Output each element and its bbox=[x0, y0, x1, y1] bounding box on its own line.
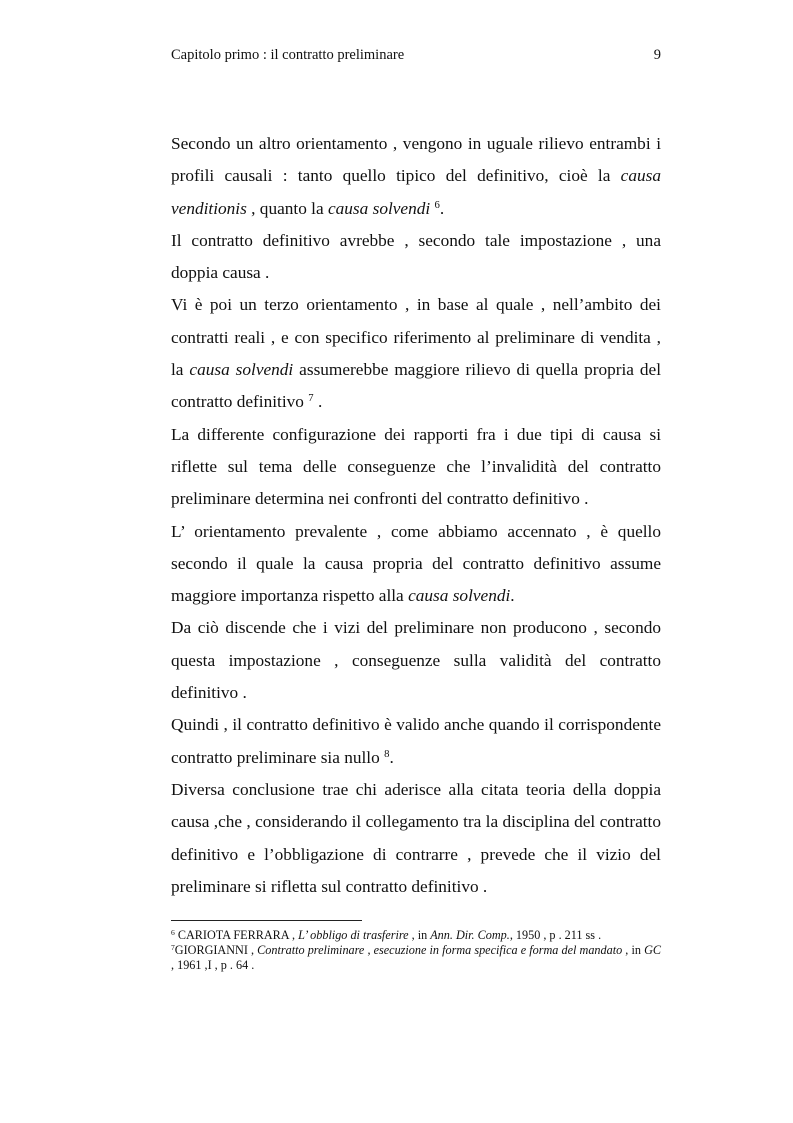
text-run: assumerebbe maggiore rilievo di quella propria del contratto definitivo bbox=[171, 360, 662, 412]
text-run: , quanto la bbox=[246, 198, 328, 218]
footnote-ref: 6 bbox=[434, 198, 440, 211]
footnote-6 bbox=[171, 928, 661, 943]
paragraph-8: Diversa conclusione trae chi aderisce alla citata teoria della doppia causa ,che , considerando il collegamento tra la disciplina del contratto definitivo e l’obbligazione di contrarre , prevede che il vizio del preliminare si rifletta sul contratto definitivo . bbox=[171, 779, 661, 896]
paragraph-3 bbox=[171, 289, 661, 418]
body-text bbox=[171, 128, 661, 903]
italic-term: causa solvendi bbox=[189, 360, 294, 380]
text-run: , in bbox=[622, 943, 645, 957]
italic-term: L’ obbligo di trasferire bbox=[298, 928, 409, 942]
text-run: CARIOTA FERRARA , bbox=[174, 928, 299, 942]
paragraph-6: Da ciò discende che i vizi del preliminare non producono , secondo questa impostazione , conseguenze sulla validità del contratto definitivo . bbox=[171, 618, 661, 703]
page-number: 9 bbox=[653, 47, 661, 63]
text-run: Vi è poi un terzo orientamento , in base al quale , nell’ambito dei contratti reali , e con specifico riferimento al preliminare di vendita , la bbox=[171, 295, 661, 380]
text-run: Quindi , il contratto definitivo è valido anche quando il corrispondente contratto preliminare sia nullo bbox=[171, 715, 661, 767]
text-run: , in bbox=[408, 928, 431, 942]
paragraph-1 bbox=[171, 128, 661, 225]
text-run: , 1961 ,I , p . 64 . bbox=[171, 958, 255, 972]
italic-term: Contratto preliminare , esecuzione in forma specifica e forma del mandato bbox=[257, 943, 623, 957]
footnote-ref: 7 bbox=[308, 392, 314, 405]
paragraph-5 bbox=[171, 516, 661, 613]
text-run: . bbox=[439, 198, 445, 218]
text-run: L’ orientamento prevalente , come abbiamo accennato , è quello secondo il quale la causa propria del contratto definitivo assume maggiore importanza rispetto alla bbox=[171, 521, 661, 606]
footnote-number: 6 bbox=[171, 927, 175, 937]
text-run: GIORGIANNI , bbox=[174, 943, 258, 957]
text-run: , 1950 , p . 211 ss . bbox=[509, 928, 602, 942]
paragraph-2: Il contratto definitivo avrebbe , secondo tale impostazione , una doppia causa . bbox=[171, 230, 661, 283]
italic-term: causa venditionis bbox=[171, 166, 661, 218]
text-run: Secondo un altro orientamento , vengono in uguale rilievo entrambi i profili causali : tanto quello tipico del definitivo, cioè la bbox=[171, 134, 661, 186]
text-run: . bbox=[313, 392, 323, 412]
footnote-ref: 8 bbox=[384, 747, 390, 760]
italic-term: Ann. Dir. Comp. bbox=[430, 928, 510, 942]
footnote-separator bbox=[171, 920, 362, 921]
paragraph-7 bbox=[171, 709, 661, 774]
chapter-title: Capitolo primo : il contratto preliminare bbox=[171, 47, 405, 63]
footnotes bbox=[171, 928, 661, 973]
footnote-number: 7 bbox=[171, 942, 175, 952]
running-header bbox=[171, 47, 661, 67]
italic-term: causa solvendi bbox=[408, 586, 511, 606]
text-run: . bbox=[389, 747, 394, 767]
text-run: . bbox=[510, 586, 515, 606]
footnote-7 bbox=[171, 943, 661, 973]
italic-term: GC bbox=[644, 943, 661, 957]
italic-term: causa solvendi bbox=[327, 198, 431, 218]
paragraph-4: La differente configurazione dei rapporti fra i due tipi di causa si riflette sul tema delle conseguenze che l’invalidità del contratto preliminare determina nei confronti del contratto definitivo . bbox=[171, 424, 661, 509]
